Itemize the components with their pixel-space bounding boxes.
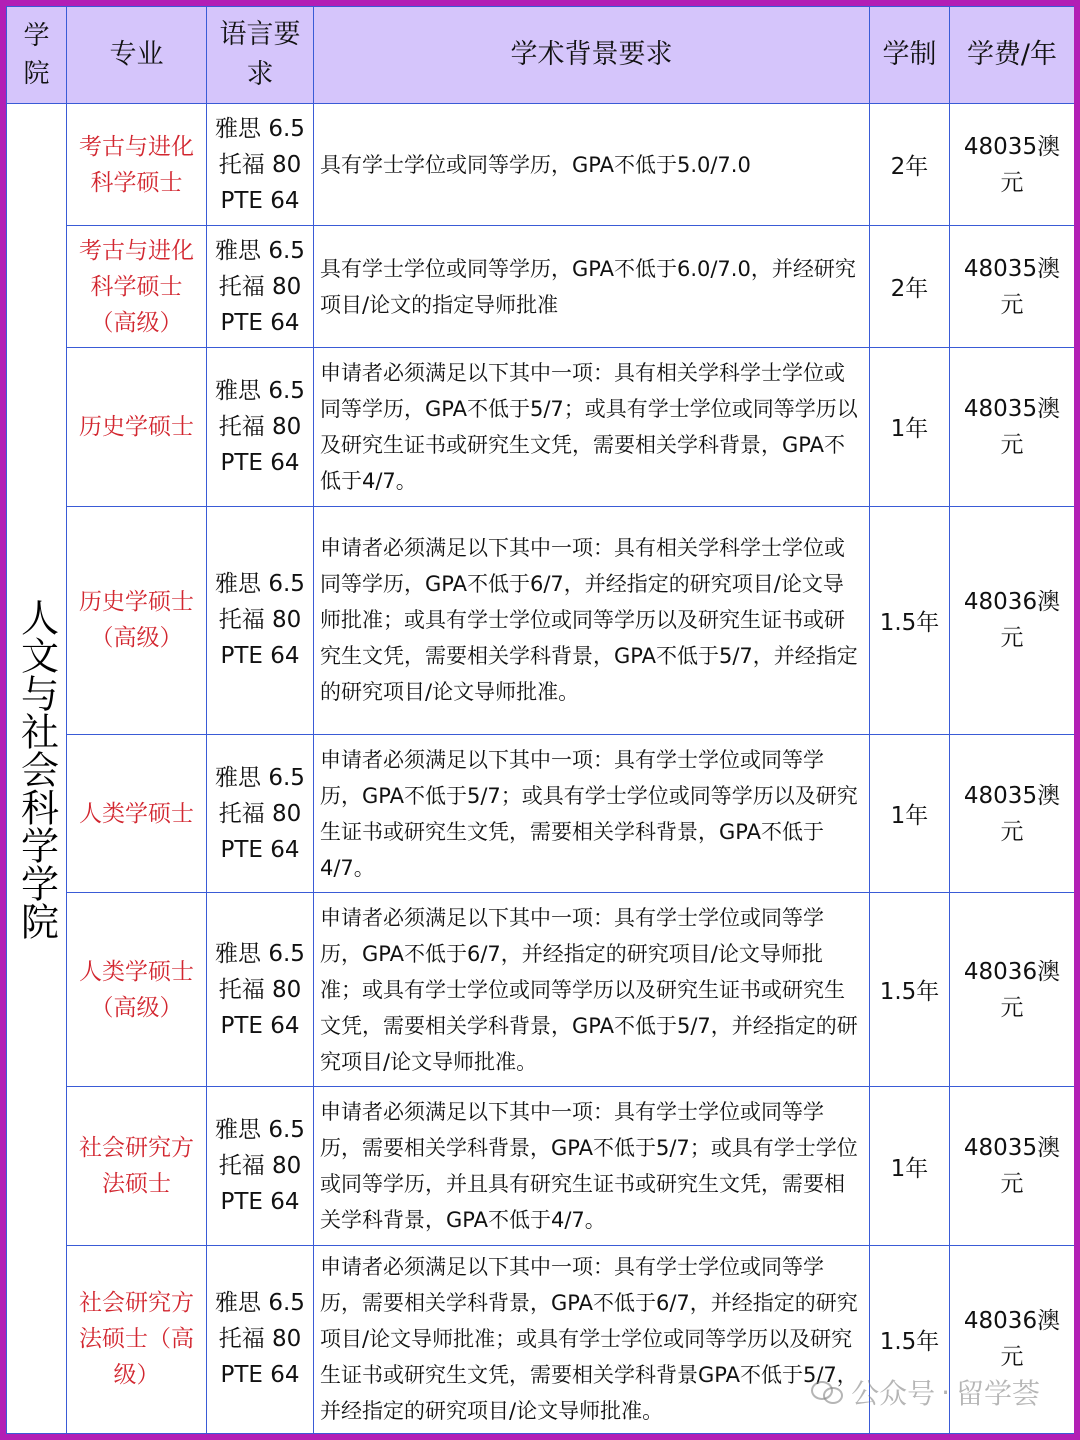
table-row — [7, 348, 1075, 506]
table-row — [7, 1087, 1075, 1245]
language-cell: 雅思 6.5 托福 80 PTE 64 — [207, 104, 314, 226]
language-cell: 雅思 6.5 托福 80 PTE 64 — [207, 893, 314, 1087]
fee-cell: 48036澳元 — [950, 893, 1075, 1087]
fee-cell: 48035澳元 — [950, 104, 1075, 226]
table-row — [7, 734, 1075, 892]
duration-cell: 1.5年 — [870, 506, 950, 734]
duration-cell: 1年 — [870, 1087, 950, 1245]
language-cell: 雅思 6.5 托福 80 PTE 64 — [207, 1087, 314, 1245]
header-major: 专业 — [67, 7, 207, 104]
college-name: 人文与社会科学学院 — [7, 104, 67, 1434]
header-college: 学院 — [7, 7, 67, 104]
major-cell: 考古与进化科学硕士（高级） — [67, 226, 207, 348]
major-cell: 历史学硕士 — [67, 348, 207, 506]
fee-cell: 48035澳元 — [950, 226, 1075, 348]
requirement-cell: 申请者必须满足以下其中一项：具有相关学科学士学位或同等学历，GPA不低于5/7；或具有学士学位或同等学历以及研究生证书或研究生文凭，需要相关学科背景，GPA不低于4/7。 — [314, 348, 870, 506]
major-cell: 社会研究方法硕士（高级） — [67, 1245, 207, 1433]
requirement-cell: 申请者必须满足以下其中一项：具有相关学科学士学位或同等学历，GPA不低于6/7，并经指定的研究项目/论文导师批准；或具有学士学位或同等学历以及研究生证书或研究生文凭，需要相关学科背景，GPA不低于5/7，并经指定的研究项目/论文导师批准。 — [314, 506, 870, 734]
duration-cell: 1年 — [870, 348, 950, 506]
major-cell: 社会研究方法硕士 — [67, 1087, 207, 1245]
fee-cell: 48036澳元 — [950, 1245, 1075, 1433]
language-cell: 雅思 6.5 托福 80 PTE 64 — [207, 226, 314, 348]
language-cell: 雅思 6.5 托福 80 PTE 64 — [207, 506, 314, 734]
language-cell: 雅思 6.5 托福 80 PTE 64 — [207, 348, 314, 506]
watermark — [811, 1372, 1040, 1412]
watermark-prefix: 公众号 — [851, 1377, 936, 1410]
requirement-cell: 申请者必须满足以下其中一项：具有学士学位或同等学历，需要相关学科背景，GPA不低于6/7，并经指定的研究项目/论文导师批准；或具有学士学位或同等学历以及研究生证书或研究生文凭，需要相关学科背景GPA不低于5/7，并经指定的研究项目/论文导师批准。 — [314, 1245, 870, 1433]
fee-cell: 48036澳元 — [950, 506, 1075, 734]
table-frame — [6, 6, 1074, 1434]
fee-cell: 48035澳元 — [950, 1087, 1075, 1245]
fee-cell: 48035澳元 — [950, 348, 1075, 506]
table-row — [7, 226, 1075, 348]
table-body — [7, 104, 1075, 1434]
requirement-cell: 申请者必须满足以下其中一项：具有学士学位或同等学历，GPA不低于6/7，并经指定的研究项目/论文导师批准；或具有学士学位或同等学历以及研究生证书或研究生文凭，需要相关学科背景，GPA不低于5/7，并经指定的研究项目/论文导师批准。 — [314, 893, 870, 1087]
watermark-account: 留学荟 — [955, 1377, 1040, 1410]
fee-cell: 48035澳元 — [950, 734, 1075, 892]
table-row — [7, 506, 1075, 734]
duration-cell: 2年 — [870, 104, 950, 226]
language-cell: 雅思 6.5 托福 80 PTE 64 — [207, 734, 314, 892]
duration-cell: 1年 — [870, 734, 950, 892]
table-row — [7, 104, 1075, 226]
header-academic: 学术背景要求 — [314, 7, 870, 104]
table-row — [7, 893, 1075, 1087]
language-cell: 雅思 6.5 托福 80 PTE 64 — [207, 1245, 314, 1433]
requirement-cell: 申请者必须满足以下其中一项：具有学士学位或同等学历，GPA不低于5/7；或具有学士学位或同等学历以及研究生证书或研究生文凭，需要相关学科背景，GPA不低于4/7。 — [314, 734, 870, 892]
major-cell: 考古与进化科学硕士 — [67, 104, 207, 226]
duration-cell: 2年 — [870, 226, 950, 348]
wechat-icon — [811, 1379, 845, 1405]
watermark-separator: · — [941, 1375, 950, 1409]
header-language: 语言要求 — [207, 7, 314, 104]
duration-cell: 1.5年 — [870, 1245, 950, 1433]
header-duration: 学制 — [870, 7, 950, 104]
requirement-cell: 具有学士学位或同等学历，GPA不低于5.0/7.0 — [314, 104, 870, 226]
table-header-row — [7, 7, 1075, 104]
header-fee: 学费/年 — [950, 7, 1075, 104]
requirement-cell: 申请者必须满足以下其中一项：具有学士学位或同等学历，需要相关学科背景，GPA不低于5/7；或具有学士学位或同等学历，并且具有研究生证书或研究生文凭，需要相关学科背景，GPA不低于4/7。 — [314, 1087, 870, 1245]
major-cell: 历史学硕士（高级） — [67, 506, 207, 734]
programs-table — [6, 6, 1074, 1434]
duration-cell: 1.5年 — [870, 893, 950, 1087]
major-cell: 人类学硕士 — [67, 734, 207, 892]
requirement-cell: 具有学士学位或同等学历，GPA不低于6.0/7.0，并经研究项目/论文的指定导师批准 — [314, 226, 870, 348]
major-cell: 人类学硕士（高级） — [67, 893, 207, 1087]
